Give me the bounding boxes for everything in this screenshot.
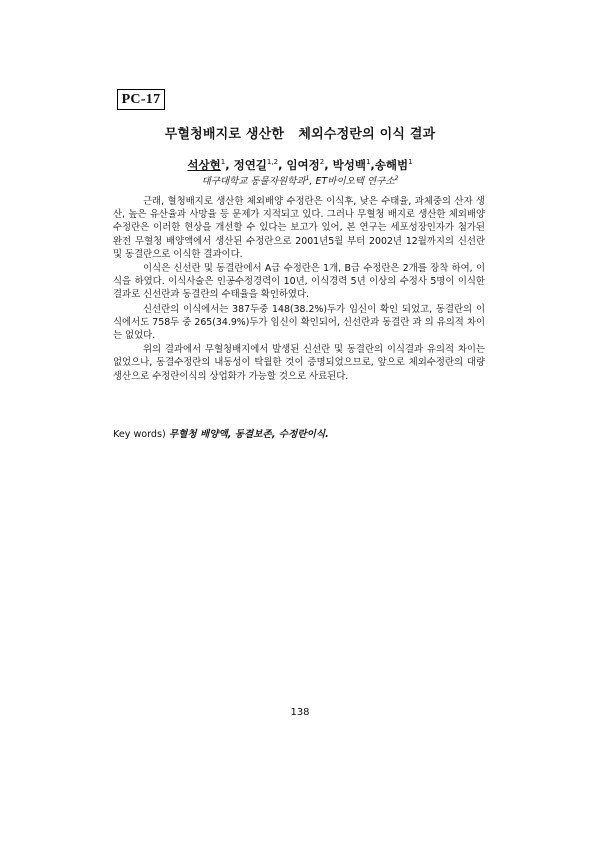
paper-code-label: PC-17 (117, 89, 165, 110)
author-affil-mark: 2 (319, 158, 325, 167)
affiliation: ET바이오텍 연구소 (315, 176, 395, 187)
author-affil-mark: 1 (220, 158, 226, 167)
author-affil-mark: 1,2 (266, 158, 279, 167)
author-separator: , (324, 158, 333, 172)
author-name: 임여정 (286, 158, 320, 172)
author-name: 정연길 (233, 158, 267, 172)
abstract-body (113, 195, 485, 384)
abstract-paragraph: 신선란의 이식에서는 387두중 148(38.2%)두가 임신이 확인 되었고, 동결란의 이식에서도 758두 중 265(34.9%)두가 임신이 확인되어, 신선란과 동결란 과 의 유의적 차이는 없었다. (113, 303, 485, 342)
author-affil-mark: 1 (365, 158, 371, 167)
author-separator: , (225, 158, 234, 172)
author-separator: , (278, 158, 287, 172)
author-affil-mark: 1 (408, 158, 413, 167)
author-separator: , (370, 158, 375, 172)
page-number: 138 (290, 707, 310, 718)
author-name: 송해범 (374, 158, 409, 172)
affiliation-mark: 1 (305, 174, 310, 182)
affiliation-mark: 2 (394, 174, 399, 182)
affiliation-separator: , (309, 176, 316, 187)
abstract-paragraph: 이식은 신선란 및 동결란에서 A급 수정란은 1개, B급 수정란은 2개를 장착 하여, 이식을 하였다. 이식사술은 인공수정경력이 10년, 이식경력 5년 이상의 수정사 5명이 이식한 결과로 신선란과 동결란의 수태율을 확인하였다. (113, 263, 485, 301)
author-name: 석상현 (187, 158, 221, 172)
affiliation: 대구대학교 동물자원학과 (201, 176, 306, 187)
abstract-paragraph: 근래, 혈청배지로 생산한 체외배양 수정란은 이식후, 낮은 수태율, 과체중의 산자 생산, 높은 유산율과 사망율 등 문제가 지적되고 있다. 그러나 무혈청 배지로 생산한 체외배양 수정란은 이러한 현상을 개선할 수 있다는 보고가 있어, 본 연구는 세포성장인자가 첨가된 완전 무혈청 배양액에서 생산된 수정란으로 2001년5월 부터 2002년 12월까지의 신선란 및 동결란으로 이식한 결과이다. (113, 196, 485, 260)
paper-title: 무혈청배지로 생산한 체외수정란의 이식 결과 (164, 127, 436, 142)
abstract-paragraph: 위의 결과에서 무혈청배지에서 발생된 신선란 및 동결란의 이식결과 유의적 차이는 없었으나, 동결수정란의 내동성이 탁월한 것이 증명되었으므로, 앞으로 체외수정란의 대량생산으로 수정란이식의 상업화가 가능할 것으로 사료된다. (113, 344, 485, 382)
keywords-terms: 무혈청 배양액, 동결보존, 수정란이식. (168, 429, 329, 440)
affiliation-line (0, 173, 600, 187)
keywords-line (113, 426, 329, 440)
keywords-label: Key words) (113, 429, 166, 440)
author-list (0, 157, 600, 173)
author-name: 박성백 (332, 158, 366, 172)
